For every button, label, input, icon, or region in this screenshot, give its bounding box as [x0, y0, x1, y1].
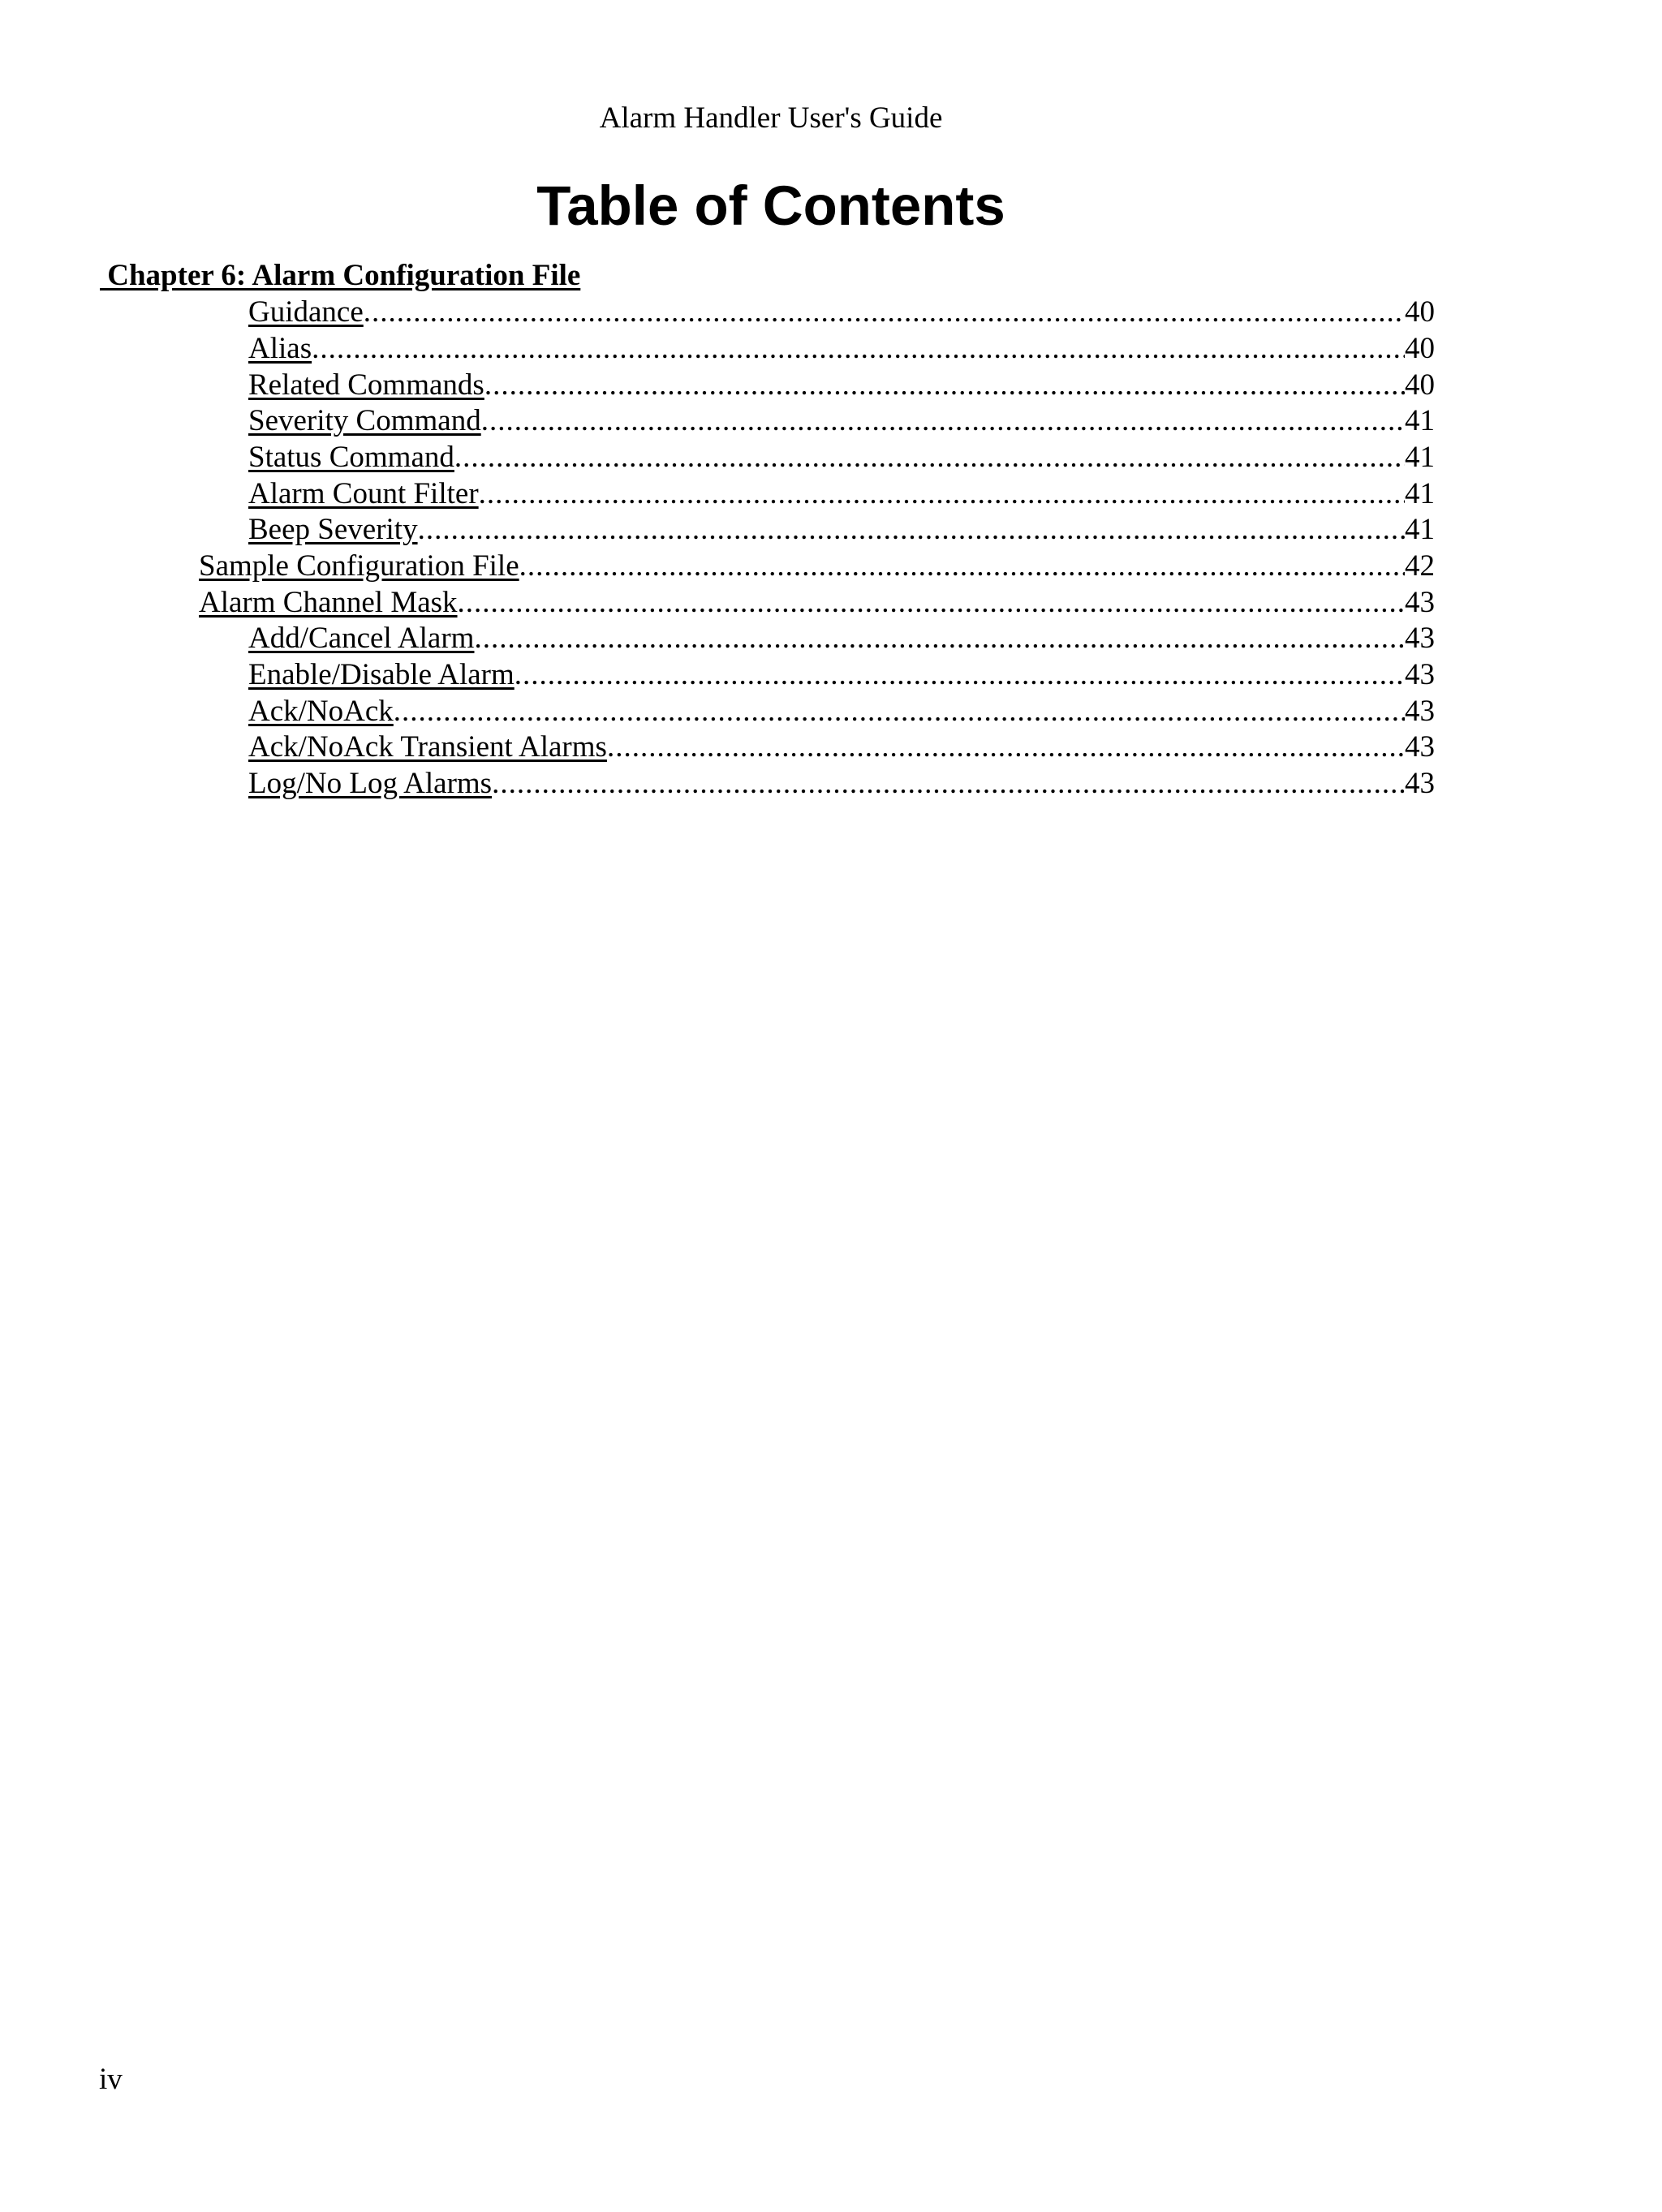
dot-leader: [607, 729, 1405, 765]
toc-entry[interactable]: [248, 694, 1435, 729]
toc-entry-label[interactable]: Status Command: [248, 441, 454, 474]
dot-leader: [312, 331, 1405, 367]
dot-leader: [418, 512, 1405, 548]
toc-entry-page: 43: [1405, 695, 1435, 728]
toc-entry-label[interactable]: Ack/NoAck Transient Alarms: [248, 730, 607, 764]
toc-entry[interactable]: [248, 331, 1435, 367]
dot-leader: [394, 694, 1405, 729]
toc-entry-page: 40: [1405, 295, 1435, 329]
toc-entry-page: 41: [1405, 404, 1435, 437]
toc-entry-page: 42: [1405, 549, 1435, 583]
toc-entry[interactable]: [199, 585, 1435, 621]
toc-entry[interactable]: [248, 512, 1435, 548]
toc-entry-label[interactable]: Enable/Disable Alarm: [248, 658, 515, 691]
toc-entry[interactable]: [248, 766, 1435, 802]
dot-leader: [479, 476, 1405, 512]
page-title: Table of Contents: [536, 174, 1005, 237]
toc-entry-page: 43: [1405, 658, 1435, 691]
toc-entry[interactable]: [248, 476, 1435, 512]
toc-entry-page: 43: [1405, 622, 1435, 655]
dot-leader: [519, 549, 1405, 584]
toc-entry[interactable]: [248, 403, 1435, 439]
dot-leader: [474, 621, 1405, 656]
toc-entry-page: 41: [1405, 441, 1435, 474]
toc-entry-page: 43: [1405, 730, 1435, 764]
toc-entry[interactable]: [248, 621, 1435, 656]
toc-entry-label[interactable]: Severity Command: [248, 404, 481, 437]
dot-leader: [454, 440, 1405, 476]
toc-entry-label[interactable]: Related Commands: [248, 368, 484, 402]
page-number: iv: [99, 2063, 123, 2096]
toc-entry[interactable]: [248, 440, 1435, 476]
running-header: Alarm Handler User's Guide: [599, 101, 943, 135]
toc-entry-label[interactable]: Guidance: [248, 295, 364, 329]
toc-entry-label[interactable]: Sample Configuration File: [199, 549, 519, 583]
toc-entry-page: 40: [1405, 368, 1435, 402]
toc-entry[interactable]: [248, 295, 1435, 330]
toc-entry-label[interactable]: Beep Severity: [248, 513, 418, 546]
dot-leader: [515, 657, 1405, 693]
toc-entry-page: 41: [1405, 477, 1435, 510]
toc-entry[interactable]: [199, 549, 1435, 584]
toc-entry-label[interactable]: Alias: [248, 332, 312, 365]
toc-entry-page: 40: [1405, 332, 1435, 365]
toc-entry-label[interactable]: Ack/NoAck: [248, 695, 394, 728]
toc-entry[interactable]: [248, 729, 1435, 765]
toc-chapter-link[interactable]: Chapter 6: Alarm Configuration File: [100, 259, 581, 292]
dot-leader: [484, 368, 1405, 403]
toc-entry-label[interactable]: Log/No Log Alarms: [248, 767, 493, 800]
toc-entry-label[interactable]: Add/Cancel Alarm: [248, 622, 475, 655]
dot-leader: [458, 585, 1405, 621]
toc-entry-page: 41: [1405, 513, 1435, 546]
dot-leader: [364, 295, 1405, 330]
toc-entry-page: 43: [1405, 767, 1435, 800]
dot-leader: [492, 766, 1405, 802]
toc-entry[interactable]: [248, 368, 1435, 403]
toc-entry[interactable]: [248, 657, 1435, 693]
dot-leader: [481, 403, 1405, 439]
toc-entry-label[interactable]: Alarm Channel Mask: [199, 586, 458, 619]
toc-entry-page: 43: [1405, 586, 1435, 619]
toc-entry-label[interactable]: Alarm Count Filter: [248, 477, 479, 510]
